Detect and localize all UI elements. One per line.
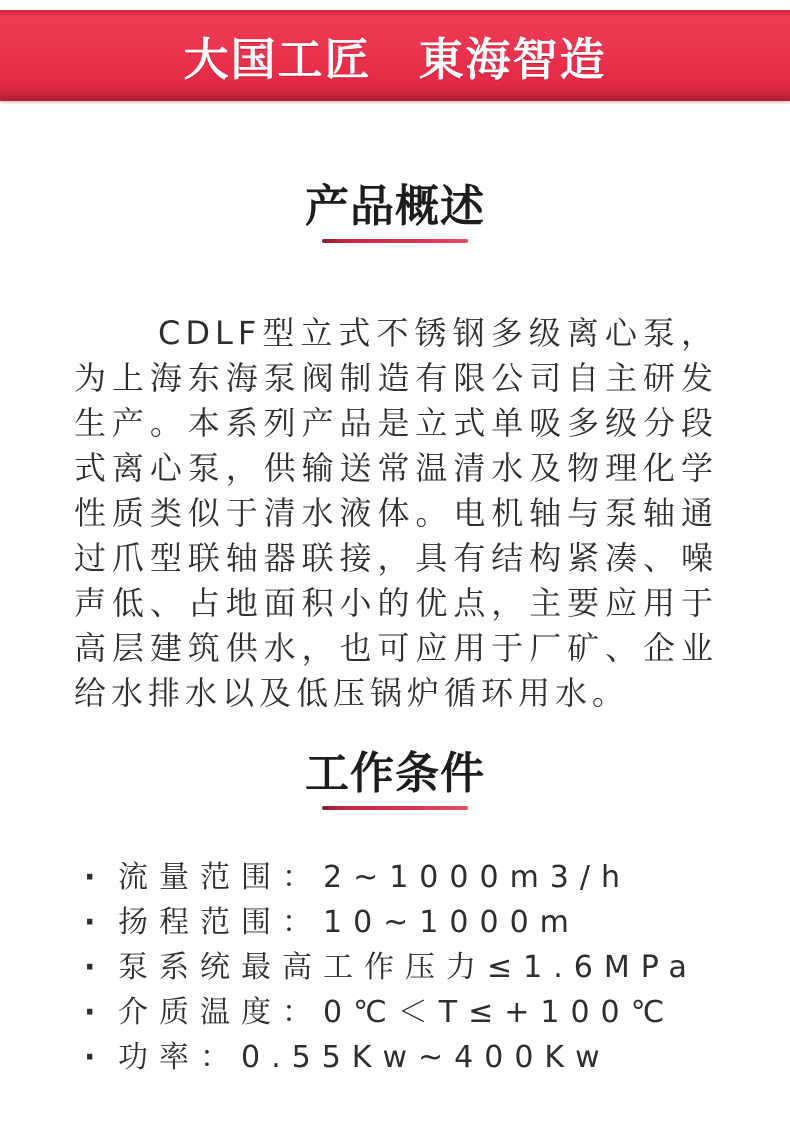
- section-title-underline: [322, 239, 468, 243]
- bullet-dot-icon: ·: [84, 950, 96, 985]
- section-title-underline: [322, 806, 468, 810]
- bullet-dot-icon: ·: [84, 995, 96, 1030]
- list-item-text: 介质温度：0℃＜T≤+100℃: [118, 995, 676, 1030]
- bullet-dot-icon: ·: [84, 1040, 96, 1075]
- ribbon-banner: [0, 10, 790, 101]
- conditions-list: [84, 855, 750, 1080]
- section-title-overview: 产品概述: [305, 181, 485, 232]
- list-item-text: 扬程范围：10~1000m: [118, 905, 580, 940]
- list-item-text: 泵系统最高工作压力≤1.6MPa: [118, 950, 698, 985]
- overview-paragraph: CDLF型立式不锈钢多级离心泵，为上海东海泵阀制造有限公司自主研发生产。本系列产品是立式单吸多级分段式离心泵，供输送常温清水及物理化学性质类似于清水液体。电机轴与泵轴通过爪型联轴器联接，具有结构紧凑、噪声低、占地面积小的优点，主要应用于高层建筑供水，也可应用于厂矿、企业给水排水以及低压锅炉循环用水。: [74, 314, 718, 712]
- product-detail-page: [0, 10, 790, 1080]
- list-item: [84, 990, 750, 1035]
- section-working-conditions: [0, 748, 790, 1080]
- bullet-dot-icon: ·: [84, 860, 96, 895]
- banner-title: 大国工匠 東海智造: [183, 33, 607, 86]
- list-item: [84, 1035, 750, 1080]
- list-item: [84, 900, 750, 945]
- section-product-overview: [0, 181, 790, 716]
- bullet-dot-icon: ·: [84, 905, 96, 940]
- section-title-conditions: 工作条件: [305, 748, 485, 799]
- list-item: [84, 945, 750, 990]
- list-item: [84, 855, 750, 900]
- list-item-text: 流量范围：2~1000m3/h: [118, 860, 632, 895]
- list-item-text: 功率：0.55Kw~400Kw: [118, 1040, 611, 1075]
